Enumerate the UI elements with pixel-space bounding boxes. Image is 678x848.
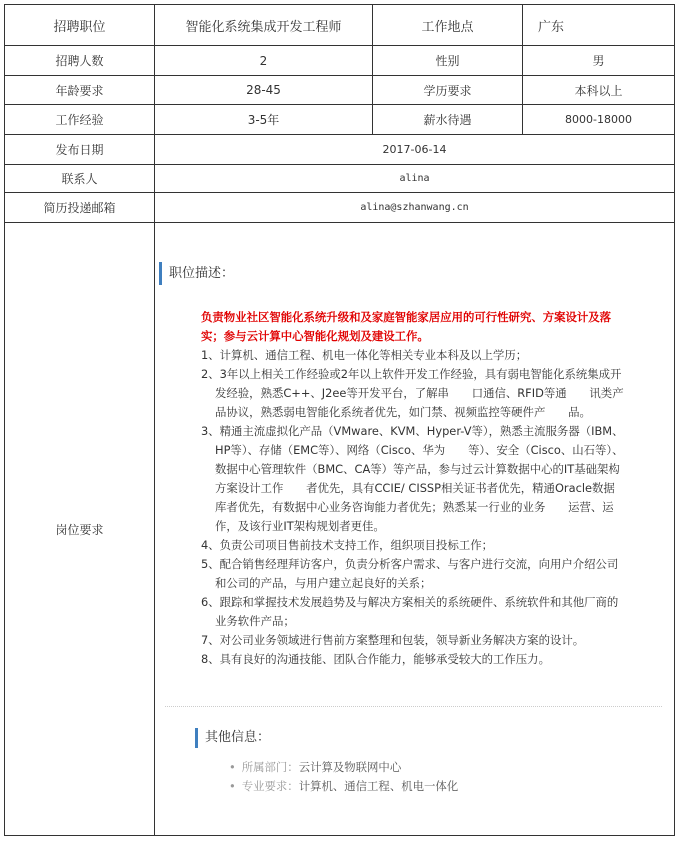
- list-item: 6、跟踪和掌握技术发展趋势及与解决方案相关的系统硬件、系统软件和其他厂商的业务软件产品；: [201, 595, 619, 628]
- table-row: [5, 46, 675, 76]
- position-label: 招聘职位: [5, 5, 155, 46]
- requirements-label: 岗位要求: [5, 223, 155, 836]
- salary-value: 8000-18000: [523, 105, 675, 135]
- table-row: [5, 5, 675, 46]
- location-value: 广东: [523, 5, 675, 46]
- headcount-value: 2: [155, 46, 373, 76]
- list-item: [229, 758, 458, 777]
- contact-value: alina: [155, 165, 675, 193]
- other-info-list: [229, 758, 458, 796]
- list-item: 8、具有良好的沟通技能、团队合作能力，能够承受较大的工作压力。: [201, 652, 550, 666]
- department-value: 云计算及物联网中心: [298, 760, 402, 774]
- headcount-label: 招聘人数: [5, 46, 155, 76]
- email-label: 简历投递邮箱: [5, 193, 155, 223]
- divider: [165, 706, 662, 707]
- education-label: 学历要求: [373, 76, 523, 105]
- age-label: 年龄要求: [5, 76, 155, 105]
- table-row: [5, 76, 675, 105]
- job-detail-table: [4, 4, 675, 836]
- table-row: [5, 135, 675, 165]
- list-item: 2、3年以上相关工作经验或2年以上软件开发工作经验，具有弱电智能化系统集成开发经验，熟悉C++、J2ee等开发平台，了解串 口通信、RFID等通 讯类产品协议，熟悉弱电智能化系统者优先，如门禁、视频监控等硬件产 品。: [201, 367, 624, 419]
- table-row: [5, 105, 675, 135]
- salary-label: 薪水待遇: [373, 105, 523, 135]
- experience-label: 工作经验: [5, 105, 155, 135]
- description-title: 职位描述：: [159, 262, 234, 285]
- age-value: 28-45: [155, 76, 373, 105]
- email-value: alina@szhanwang.cn: [155, 193, 675, 223]
- other-info-title: 其他信息：: [195, 728, 270, 748]
- contact-label: 联系人: [5, 165, 155, 193]
- position-value: 智能化系统集成开发工程师: [155, 5, 373, 46]
- table-row: [5, 165, 675, 193]
- gender-value: 男: [523, 46, 675, 76]
- location-label: 工作地点: [373, 5, 523, 46]
- list-item: 4、负责公司项目售前技术支持工作，组织项目投标工作；: [201, 538, 494, 552]
- list-item: [229, 777, 458, 796]
- table-row: [5, 223, 675, 836]
- education-value: 本科以上: [523, 76, 675, 105]
- list-item: 5、配合销售经理拜访客户，负责分析客户需求、与客户进行交流，向用户介绍公司和公司的产品，与用户建立起良好的关系；: [201, 557, 619, 590]
- experience-value: 3-5年: [155, 105, 373, 135]
- list-item: 7、对公司业务领域进行售前方案整理和包装，领导新业务解决方案的设计。: [201, 633, 585, 647]
- major-value: 计算机、通信工程、机电一体化: [298, 779, 459, 793]
- list-item: 3、精通主流虚拟化产品（VMware、KVM、Hyper-V等），熟悉主流服务器（IBM、HP等）、存储（EMC等）、网络（Cisco、华为 等）、安全（Cisco、山石等）、数据中心管理软件（BMC、CA等）等产品，参与过云计算数据中心的IT基础架构方案设计工作 者优先，具有CCIE/ CISSP相关证书者优先，精通Oracle数据库者优先，有数据中心业务咨询能力者优先；熟悉某一行业的业务 运营、运作，及该行业IT架构规划者更佳。: [201, 424, 624, 533]
- table-row: [5, 193, 675, 223]
- requirements-list: [201, 308, 625, 669]
- requirements-content: [155, 223, 675, 836]
- list-item: 1、计算机、通信工程、机电一体化等相关专业本科及以上学历；: [201, 348, 528, 362]
- date-label: 发布日期: [5, 135, 155, 165]
- major-key: 专业要求：: [241, 779, 299, 793]
- department-key: 所属部门：: [241, 760, 299, 774]
- description-highlight: 负责物业社区智能化系统升级和及家庭智能家居应用的可行性研究、方案设计及落实；参与云计算中心智能化规划及建设工作。: [201, 310, 612, 343]
- gender-label: 性别: [373, 46, 523, 76]
- date-value: 2017-06-14: [155, 135, 675, 165]
